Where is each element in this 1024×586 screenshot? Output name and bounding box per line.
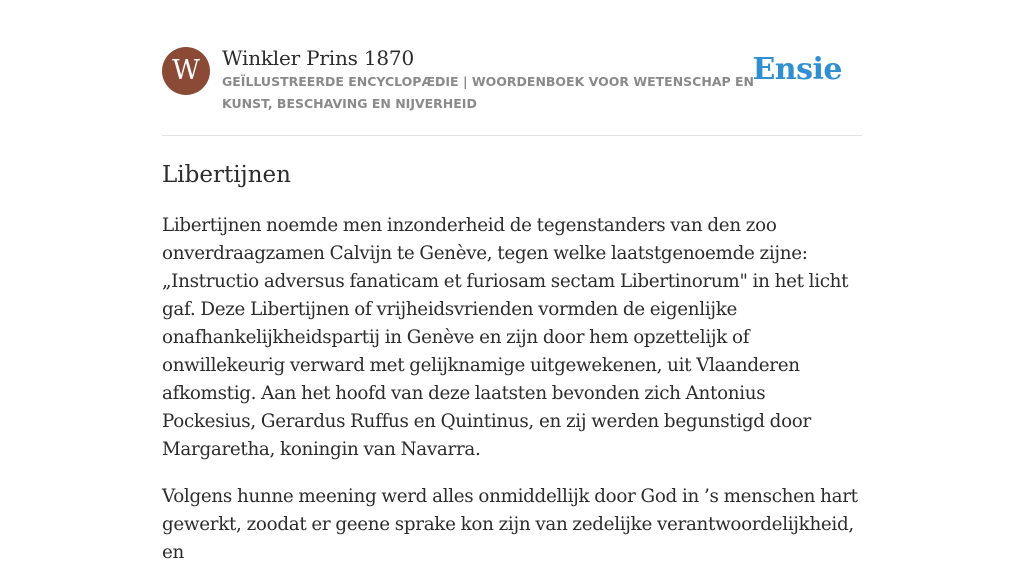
source-info xyxy=(222,44,762,115)
source-title[interactable]: Winkler Prins 1870 xyxy=(222,46,414,70)
source-avatar[interactable]: W xyxy=(162,47,210,95)
source-header xyxy=(162,0,862,136)
source-subtitle: GEÏLLUSTREERDE ENCYCLOPÆDIE | WOORDENBOEK VOOR WETENSCHAP EN KUNST, BESCHAVING EN NIJVERHEID xyxy=(222,74,755,111)
entry-paragraph: Libertijnen noemde men inzonderheid de tegenstanders van den zoo onverdraagzamen Calvijn te Genève, tegen welke laatstgenoemde zijne: „Instructio adversus fanaticam et furiosam sectam Libertinorum" in het licht gaf. Deze Libertijnen of vrijheidsvrienden vormden de eigenlijke onafhankelijkheidspartij in Genève en zijn door hem opzettelijk of onwillekeurig verward met gelijknamige uitgewekenen, uit Vlaanderen afkomstig. Aan het hoofd van deze laatsten bevonden zich Antonius Pockesius, Gerardus Ruffus en Quintinus, en zij werden begunstigd door Margaretha, koningin van Navarra. xyxy=(162,215,849,460)
entry-content xyxy=(162,212,862,586)
entry-paragraph: Volgens hunne meening werd alles onmiddellijk door God in ’s menschen hart gewerkt, zoodat er geene sprake kon zijn van zedelijke verantwoordelijkheid, en xyxy=(162,486,858,563)
page xyxy=(162,0,862,563)
entry-title: Libertijnen xyxy=(162,162,291,188)
brand-logo[interactable]: Ensie xyxy=(752,52,842,87)
